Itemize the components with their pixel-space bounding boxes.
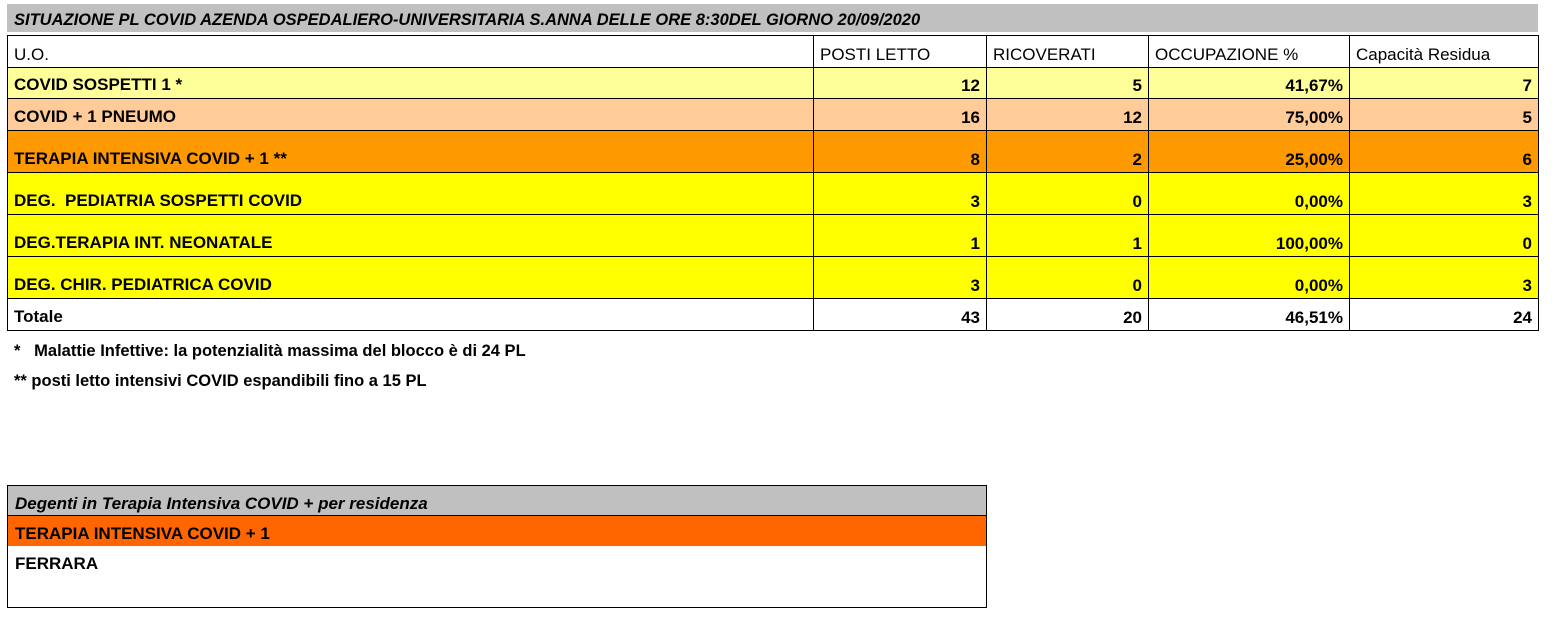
table-row [8,215,1539,257]
uo-cell: TERAPIA INTENSIVA COVID + 1 ** [8,131,814,173]
bed-occupancy-table [7,35,1539,331]
col-header-capacita: Capacità Residua [1350,36,1539,68]
table-row [8,99,1539,131]
ricoverati-cell: 2 [987,131,1149,173]
occupazione-cell: 0,00% [1149,257,1350,299]
posti-letto-cell: 1 [814,215,987,257]
capacita-cell: 0 [1350,215,1539,257]
occupazione-cell: 25,00% [1149,131,1350,173]
uo-cell: DEG.TERAPIA INT. NEONATALE [8,215,814,257]
total-occupazione: 46,51% [1149,299,1350,331]
ricoverati-cell: 12 [987,99,1149,131]
capacita-cell: 3 [1350,257,1539,299]
capacita-cell: 5 [1350,99,1539,131]
uo-cell: COVID + 1 PNEUMO [8,99,814,131]
occupazione-cell: 0,00% [1149,173,1350,215]
ricoverati-cell: 1 [987,215,1149,257]
posti-letto-cell: 16 [814,99,987,131]
capacita-cell: 6 [1350,131,1539,173]
table-header-row [8,36,1539,68]
footnote-posti-intensivi: ** posti letto intensivi COVID espandibili fino a 15 PL [14,372,427,390]
posti-letto-cell: 3 [814,173,987,215]
total-ricoverati: 20 [987,299,1149,331]
table-row [8,173,1539,215]
table-row [8,257,1539,299]
table-row [8,68,1539,99]
total-label: Totale [8,299,814,331]
uo-cell: DEG. PEDIATRIA SOSPETTI COVID [8,173,814,215]
report-title: SITUAZIONE PL COVID AZENDA OSPEDALIERO-UNIVERSITARIA S.ANNA DELLE ORE 8:30DEL GIORNO 20/09/2020 [7,4,1538,32]
capacita-cell: 3 [1350,173,1539,215]
total-posti-letto: 43 [814,299,987,331]
table-row [8,131,1539,173]
occupazione-cell: 41,67% [1149,68,1350,99]
col-header-occupazione: OCCUPAZIONE % [1149,36,1350,68]
col-header-uo: U.O. [8,36,814,68]
ricoverati-cell: 5 [987,68,1149,99]
uo-cell: COVID SOSPETTI 1 * [8,68,814,99]
capacita-cell: 7 [1350,68,1539,99]
occupazione-cell: 75,00% [1149,99,1350,131]
residence-title: Degenti in Terapia Intensiva COVID + per residenza [8,486,986,516]
total-capacita: 24 [1350,299,1539,331]
posti-letto-cell: 8 [814,131,987,173]
col-header-ricoverati: RICOVERATI [987,36,1149,68]
footnote-malattie-infettive: * Malattie Infettive: la potenzialità massima del blocco è di 24 PL [14,342,526,360]
residence-city: FERRARA [15,554,99,573]
uo-cell: DEG. CHIR. PEDIATRICA COVID [8,257,814,299]
col-header-posti-letto: POSTI LETTO [814,36,987,68]
posti-letto-cell: 3 [814,257,987,299]
residence-unit: TERAPIA INTENSIVA COVID + 1 [8,516,986,546]
posti-letto-cell: 12 [814,68,987,99]
ricoverati-cell: 0 [987,257,1149,299]
residence-table [7,485,987,608]
ricoverati-cell: 0 [987,173,1149,215]
total-row [8,299,1539,331]
occupazione-cell: 100,00% [1149,215,1350,257]
